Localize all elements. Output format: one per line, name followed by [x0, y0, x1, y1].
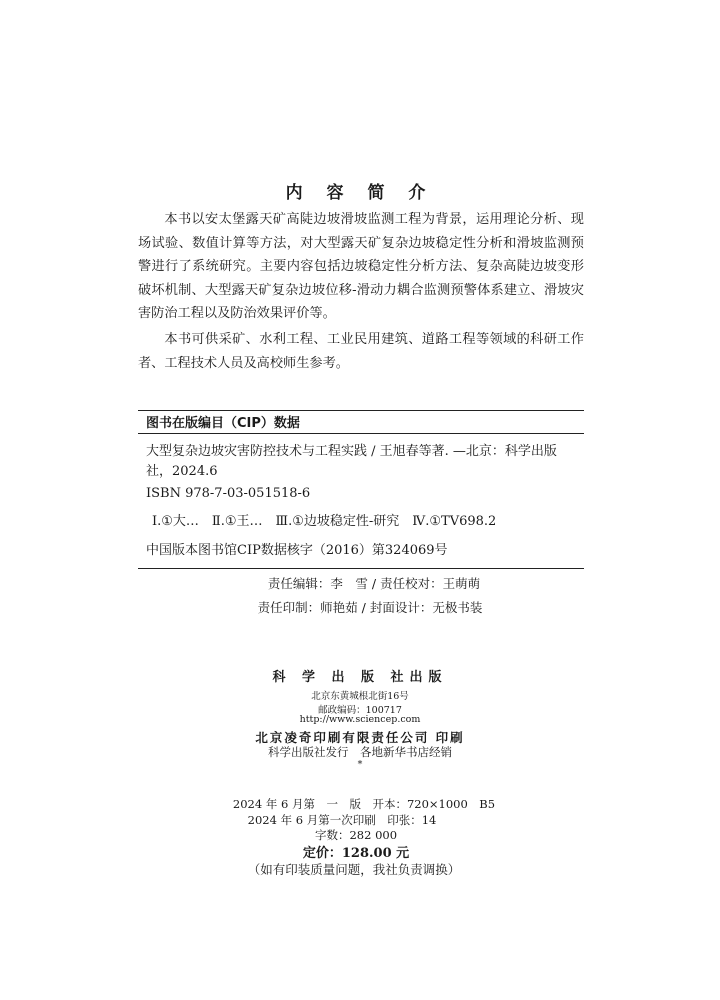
word-count: 字数：282 000: [314, 828, 398, 842]
cip-isbn: ISBN 978-7-03-051518-6: [146, 486, 311, 501]
price: 定价：128.00 元: [302, 846, 410, 861]
print-design-credits: 责任印制：师艳茹 / 封面设计：无极书装: [257, 600, 483, 615]
cip-classification: Ⅰ.①大… Ⅱ.①王… Ⅲ.①边坡稳定性-研究 Ⅳ.①TV698.2: [152, 514, 497, 529]
separator-star: *: [357, 759, 363, 770]
cip-title-line: 大型复杂边坡灾害防控技术与工程实践 / 王旭春等著. —北京：科学出版社，2024.6: [146, 444, 557, 479]
printing-line: 2024 年 6 月第一次印刷 印张：14: [247, 813, 437, 827]
cip-bottom-rule: [138, 568, 584, 569]
summary-heading: 内 容 简 介: [285, 183, 435, 203]
cip-heading-rule: [138, 433, 584, 434]
publisher-postcode: 邮政编码：100717: [318, 705, 402, 716]
quality-notice: （如有印装质量问题，我社负责调换）: [247, 862, 461, 877]
publisher-name: 科 学 出 版 社出版: [272, 670, 448, 685]
cip-heading: 图书在版编目（CIP）数据: [146, 416, 300, 431]
summary-paragraph-1: 本书以安太堡露天矿高陡边坡滑坡监测工程为背景，运用理论分析、现场试验、数值计算等方法，对大型露天矿复杂边坡稳定性分析和滑坡监测预警进行了系统研究。主要内容包括边坡稳定性分析方法、复杂高陡边坡变形破坏机制、大型露天矿复杂边坡位移-滑动力耦合监测预警体系建立、滑坡灾害防治工程以及防治效果评价等。: [138, 212, 584, 321]
summary-paragraph-2: 本书可供采矿、水利工程、工业民用建筑、道路工程等领域的科研工作者、工程技术人员及高校师生参考。: [138, 332, 584, 371]
publisher-url: http://www.sciencep.com: [299, 714, 421, 725]
distribution-line: 科学出版社发行 各地新华书店经销: [268, 745, 452, 759]
cip-top-rule: [138, 410, 584, 411]
cip-record-number: 中国版本图书馆CIP数据核字（2016）第324069号: [146, 543, 448, 558]
editor-credits: 责任编辑：李 雪 / 责任校对：王萌萌: [267, 576, 481, 591]
edition-line: 2024 年 6 月第 一 版 开本：720×1000 B5: [232, 797, 496, 811]
publisher-address: 北京东黄城根北街16号: [311, 691, 409, 702]
printer-name: 北京凌奇印刷有限责任公司 印刷: [255, 730, 465, 745]
